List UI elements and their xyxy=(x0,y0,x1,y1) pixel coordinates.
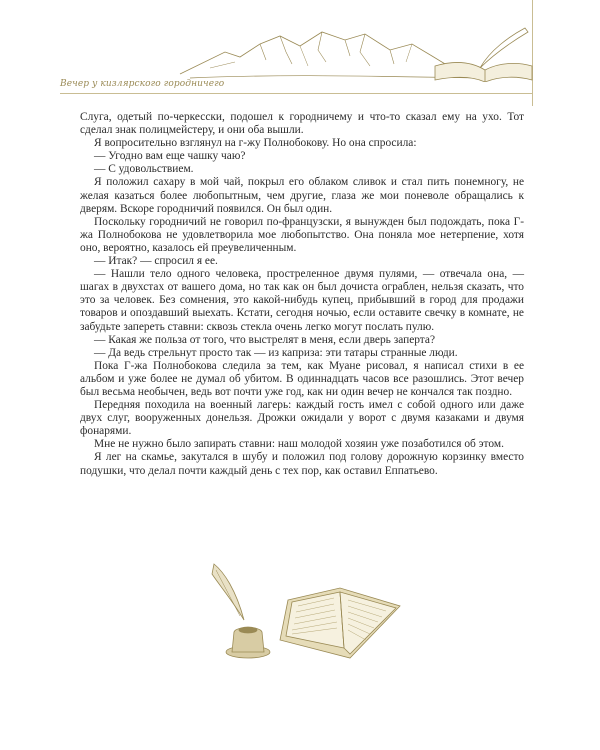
paragraph: Я вопросительно взглянул на г-жу Полнобокову. Но она спросила: xyxy=(94,137,417,150)
paragraph: Поскольку городничий не говорил по-французски, я вынужден был подождать, пока Г-жа Полнобокова не удовлетворила мое любопытство. Она поняла мое нетерпение, хотя оно, вероятно, казалось ей преувеличенным. xyxy=(80,215,524,254)
open-book-icon xyxy=(435,63,532,82)
header-rule xyxy=(60,93,533,94)
paragraph: — Итак? — спросил я ее. xyxy=(94,255,218,268)
paragraph: — Угодно вам еще чашку чаю? xyxy=(94,150,246,163)
paragraph: Мне не нужно было запирать ставни: наш молодой хозяин уже позаботился об этом. xyxy=(94,438,504,451)
running-head: Вечер у кизлярского городничего xyxy=(60,79,225,89)
paragraph: Слуга, одетый по-черкесски, подошел к городничему и что-то сказал ему на ухо. Тот сделал знак полицмейстеру, и они оба вышли. xyxy=(80,111,524,137)
paragraph: Пока Г-жа Полнобокова следила за тем, как Муане рисовал, я написал стихи в ее альбом и уже более не думал об убитом. В одиннадцать часов все разошлись. Этот вечер был весьма необычен, ведь вот почти уже год, как ни один вечер не кончался так поздно. xyxy=(80,359,524,398)
body-text xyxy=(80,111,524,478)
paragraph: Я положил сахару в мой чай, покрыл его облаком сливок и стал пить понемногу, не желая казаться более любопытным, чем другие, глаза же мои поневоле обращались к дверям. Вскоре городничий появился. Он был один. xyxy=(80,176,524,215)
header-illustration xyxy=(60,22,535,82)
footer-illustration xyxy=(210,560,410,670)
paragraph: Передняя походила на военный лагерь: каждый гость имел с собой одного или даже двух слуг, вооруженных донельзя. Дрожки ожидали у ворот с двумя казаками и двумя фонарями. xyxy=(80,399,524,438)
quill-icon xyxy=(212,564,244,620)
paragraph: — Да ведь стрельнут просто так — из каприза: эти татары странные люди. xyxy=(94,346,458,359)
open-book-icon xyxy=(280,588,400,658)
paragraph: — Нашли тело одного человека, простреленное двумя пулями, — отвечала она, — шагах в двухстах от вашего дома, но так как он был дочиста ограблен, нельзя сказать, что это за человек. Без сомнения, это какой-нибудь купец, прибывший в город для продажи товаров и опоздавший выехать. Кстати, сегодня ночью, если оставите свечку в комнате, не забудьте запереть ставни: сквозь стекла очень легко могут послать пулю. xyxy=(80,268,524,333)
paragraph: — Какая же польза от того, что выстрелят в меня, если дверь заперта? xyxy=(94,333,436,346)
paragraph: — С удовольствием. xyxy=(94,163,194,176)
paragraph: Я лег на скамье, закутался в шубу и положил под голову дорожную корзинку вместо подушки, что делал почти каждый день с тех пор, как оставил Еппатьево. xyxy=(80,451,524,477)
inkwell-icon xyxy=(226,627,270,658)
